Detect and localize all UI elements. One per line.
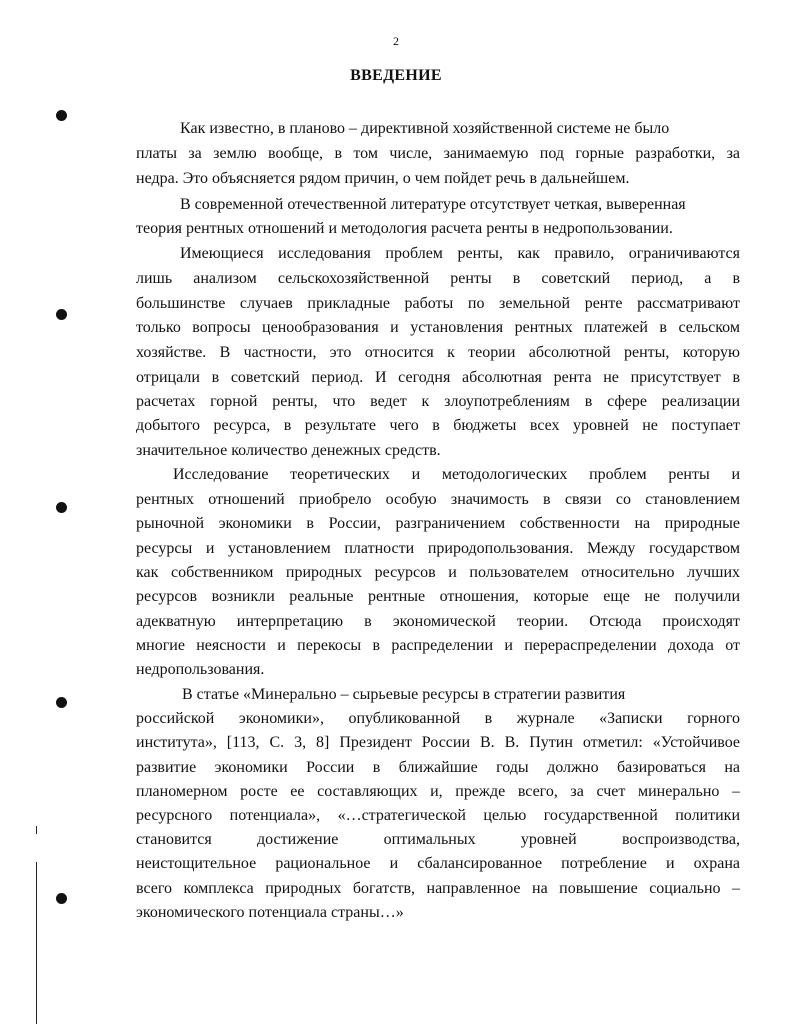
text-line: становится достижение оптимальных уровней воспроизводства, [136, 831, 740, 848]
punch-hole-mark [56, 309, 67, 320]
text-line: как собственником природных ресурсов и пользователем относительно лучших [136, 564, 740, 581]
text-line: неистощительное рациональное и сбалансированное потребление и охрана [136, 855, 740, 872]
text-line: рыночной экономики в России, разграничением собственности на природные [136, 515, 740, 532]
text-line: только вопросы ценообразования и установления рентных платежей в сельском [136, 319, 740, 336]
text-line: хозяйстве. В частности, это относится к теории абсолютной ренты, которую [136, 344, 740, 361]
punch-hole-mark [56, 110, 67, 121]
text-line: значительное количество денежных средств. [136, 442, 441, 459]
text-line: В современной отечественной литературе отсутствует четкая, выверенная [180, 196, 686, 213]
text-line: ресурсы и установлением платности природопользования. Между государством [136, 540, 740, 557]
text-line: теория рентных отношений и методология расчета ренты в недропользовании. [136, 220, 673, 237]
text-line: отрицали в советский период. И сегодня абсолютная рента не присутствует в [136, 369, 740, 386]
text-line: большинстве случаев прикладные работы по земельной ренте рассматривают [136, 295, 740, 312]
text-line: развитие экономики России в ближайшие годы должно базироваться на [136, 759, 740, 776]
text-line: расчетах горной ренты, что ведет к злоупотреблениям в сфере реализации [136, 393, 740, 410]
scan-edge-mark [36, 826, 37, 834]
text-line: платы за землю вообще, в том числе, занимаемую под горные разработки, за [136, 145, 740, 162]
text-line: экономического потенциала страны…» [136, 904, 404, 921]
text-line: Как известно, в планово – директивной хозяйственной системе не было [180, 120, 670, 137]
text-line: рентных отношений приобрело особую значимость в связи со становлением [136, 491, 740, 508]
page-number: 2 [393, 34, 399, 48]
punch-hole-mark [56, 893, 67, 904]
text-line: планомерном росте ее составляющих и, прежде всего, за счет минерально – [136, 783, 740, 800]
punch-hole-mark [56, 697, 67, 708]
scan-edge-line [36, 862, 37, 1024]
text-line: многие неясности и перекосы в распределении и перераспределении дохода от [136, 637, 740, 654]
text-line: лишь анализом сельскохозяйственной ренты в советский период, а в [136, 270, 740, 287]
text-line: В статье «Минерально – сырьевые ресурсы в стратегии развития [182, 686, 626, 703]
text-line: добытого ресурса, в результате чего в бюджеты всех уровней не поступает [136, 417, 740, 434]
text-line: недропользования. [136, 661, 265, 678]
text-line: адекватную интерпретацию в экономической теории. Отсюда происходят [136, 613, 740, 630]
text-line: недра. Это объясняется рядом причин, о чем пойдет речь в дальнейшем. [136, 170, 630, 187]
punch-hole-mark [56, 502, 67, 513]
page-title: ВВЕДЕНИЕ [350, 67, 442, 84]
text-line: института», [113, С. 3, 8] Президент России В. В. Путин отметил: «Устойчивое [136, 734, 740, 751]
text-line: ресурсного потенциала», «…стратегической целью государственной политики [136, 807, 740, 824]
text-line: всего комплекса природных богатств, направленное на повышение социально – [136, 880, 740, 897]
text-line: российской экономики», опубликованной в журнале «Записки горного [136, 710, 740, 727]
text-line: ресурсов возникли реальные рентные отношения, которые еще не получили [136, 588, 740, 605]
text-line: Имеющиеся исследования проблем ренты, как правило, ограничиваются [180, 245, 740, 262]
text-line: Исследование теоретических и методологических проблем ренты и [173, 466, 740, 483]
